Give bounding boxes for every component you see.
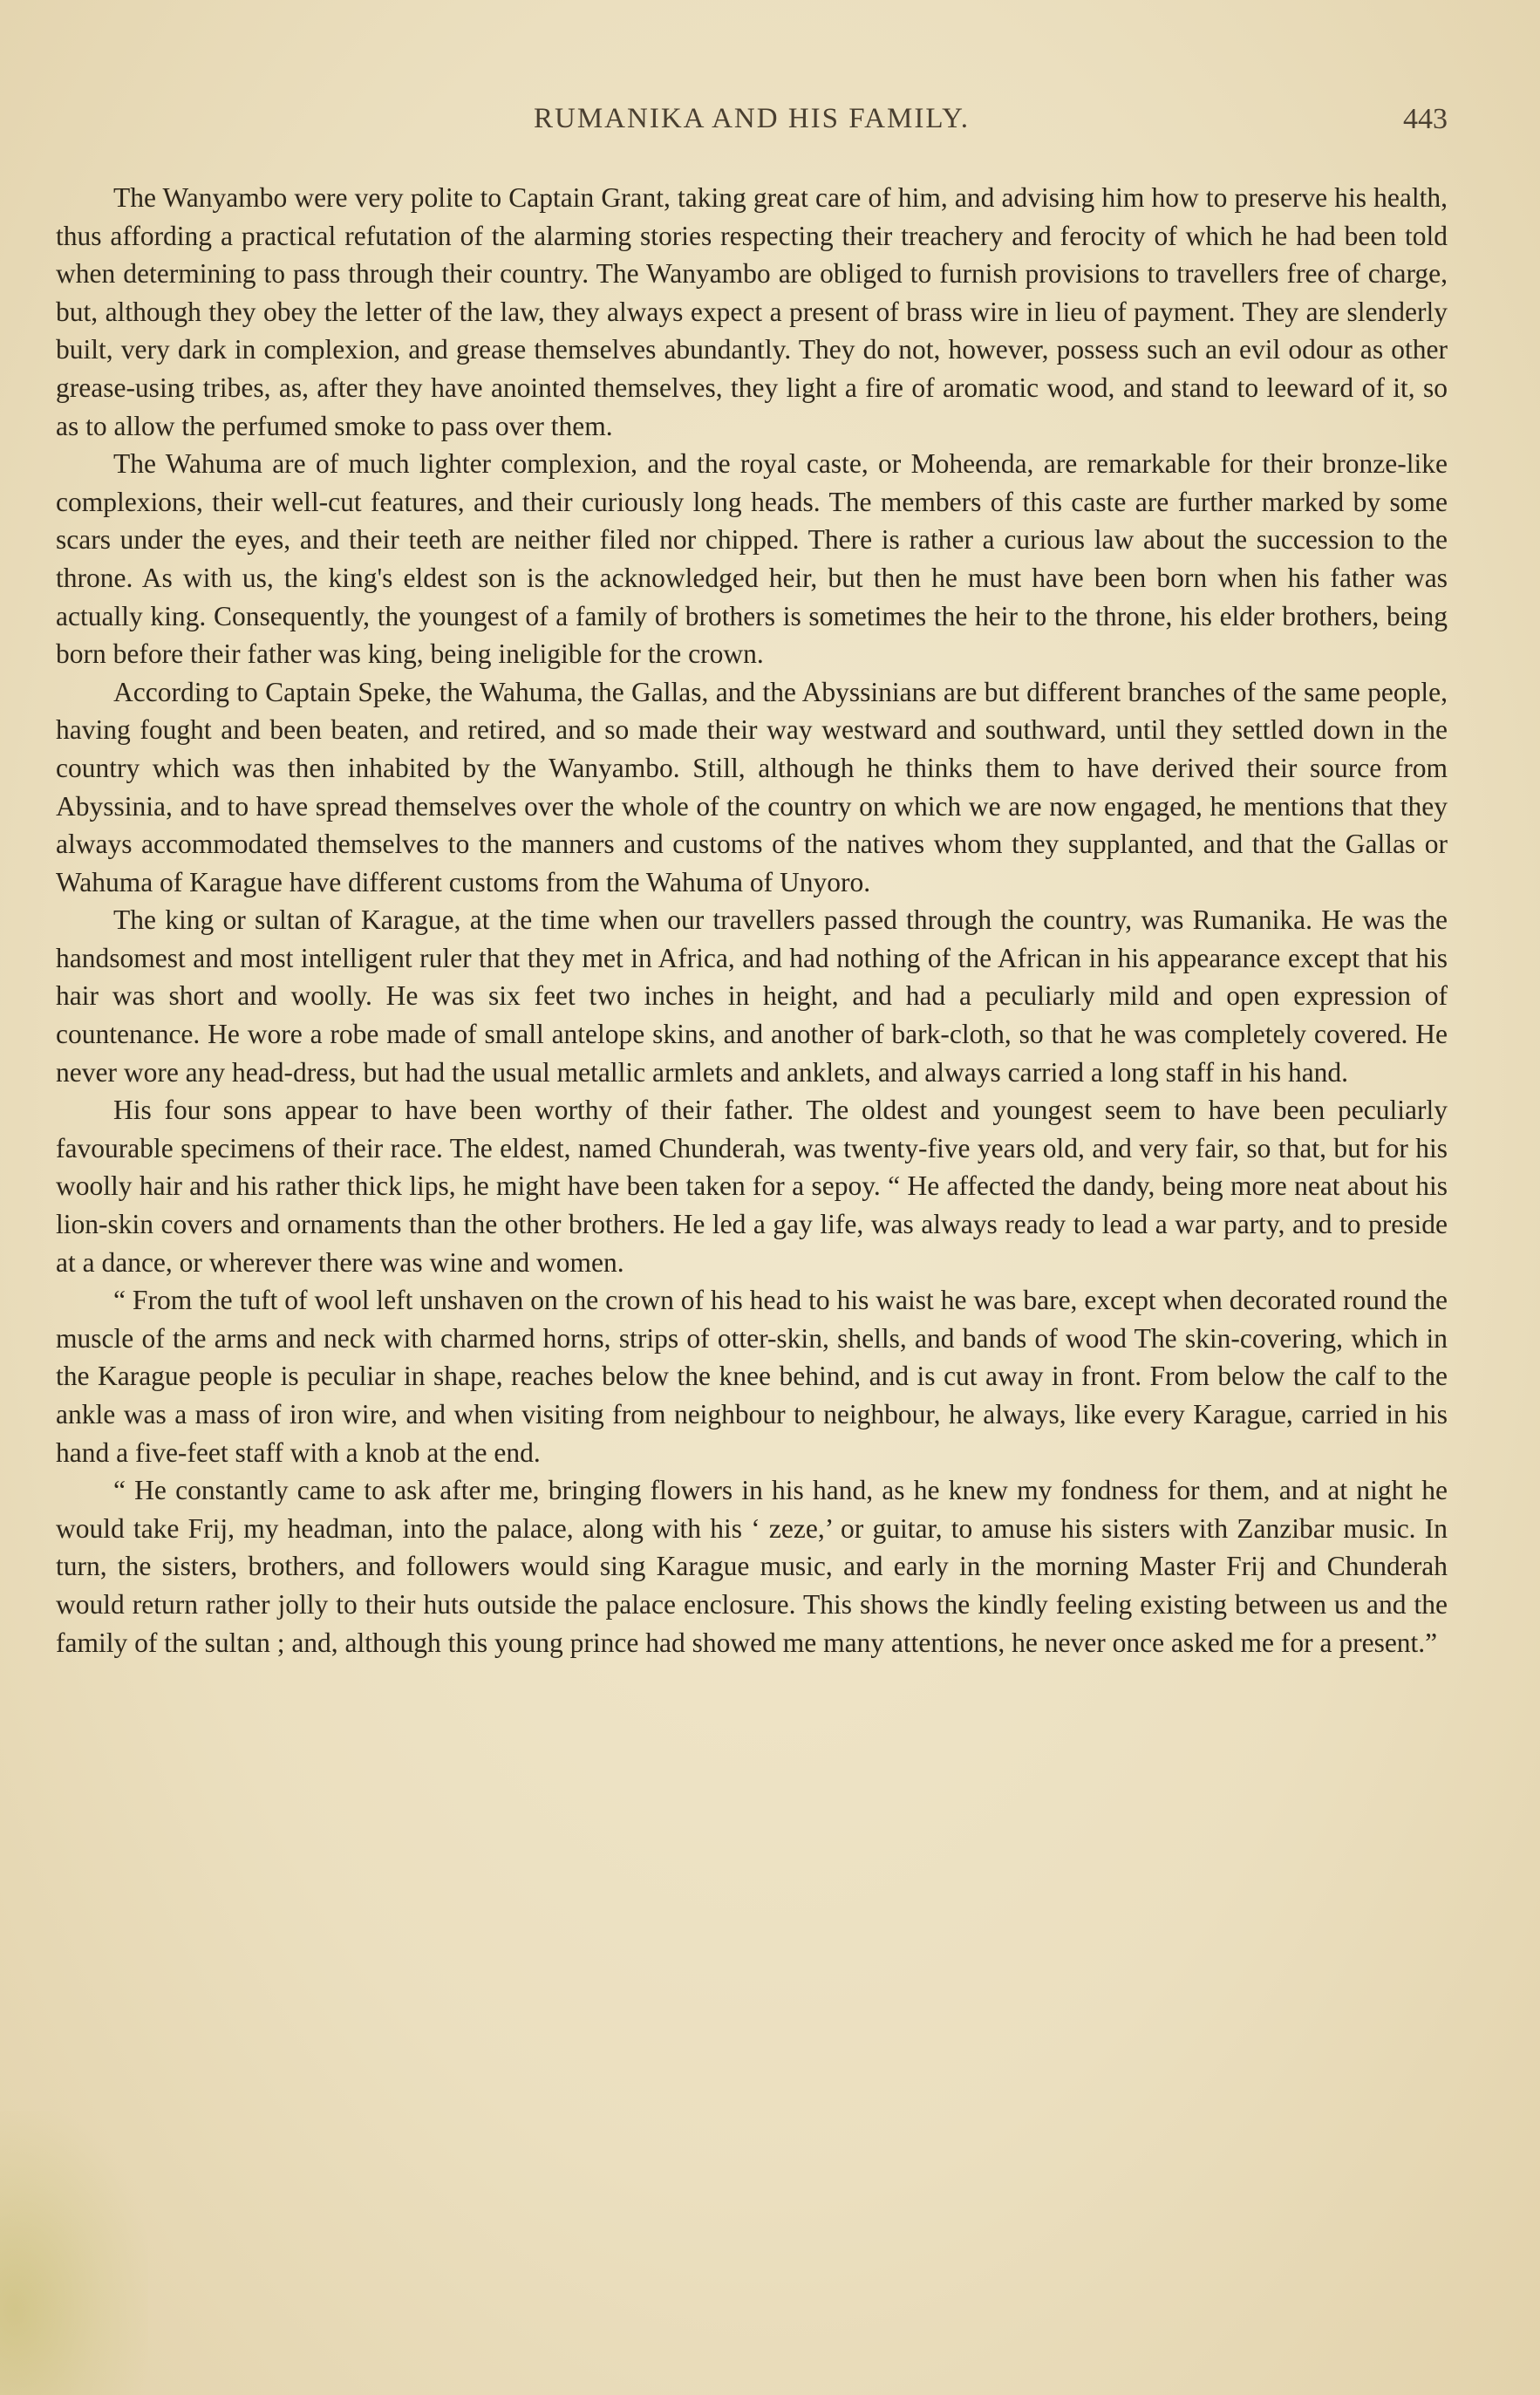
- paragraph: His four sons appear to have been worthy of their father. The oldest and youngest seem to have been peculiarly favourable specimens of their race. The eldest, named Chunderah, was twenty-five years old, and very fair, so that, but for his woolly hair and his rather thick lips, he might have been taken for a sepoy. “ He affected the dandy, being more neat about his lion-skin covers and ornaments than the other brothers. He led a gay life, was always ready to lead a war party, and to preside at a dance, or wherever there was wine and women.: [56, 1095, 1448, 1278]
- paragraph: “ From the tuft of wool left unshaven on the crown of his head to his waist he was bare, except when decorated round the muscle of the arms and neck with charmed horns, strips of otter-skin, shells, and bands of wood The skin-covering, which in the Karague people is peculiar in shape, reaches below the knee behind, and is cut away in front. From below the calf to the ankle was a mass of iron wire, and when visiting from neighbour to neighbour, he always, like every Karague, carried in his hand a five-feet staff with a knob at the end.: [56, 1285, 1448, 1468]
- paragraph: According to Captain Speke, the Wahuma, the Gallas, and the Abyssinians are but different branches of the same people, having fought and been beaten, and retired, and so made their way westward and southward, until they settled down in the country which was then inhabited by the Wanyambo. Still, although he thinks them to have derived their source from Abyssinia, and to have spread themselves over the whole of the country on which we are now engaged, he mentions that they always accommodated themselves to the manners and customs of the natives whom they supplanted, and that the Gallas or Wahuma of Karague have different customs from the Wahuma of Unyoro.: [56, 676, 1448, 897]
- running-title: RUMANIKA AND HIS FAMILY.: [533, 103, 971, 134]
- page-header: [56, 103, 1448, 147]
- paragraph: “ He constantly came to ask after me, bringing flowers in his hand, as he knew my fondness for them, and at night he would take Frij, my headman, into the palace, along with his ‘ zeze,’ or guitar, to amuse his sisters with Zanzibar music. In turn, the sisters, brothers, and followers would sing Karague music, and early in the morning Master Frij and Chunderah would return rather jolly to their huts outside the palace enclosure. This shows the kindly feeling existing between us and the family of the sultan ; and, although this young prince had showed me many attentions, he never once asked me for a present.”: [56, 1475, 1448, 1658]
- paragraph: The Wanyambo were very polite to Captain Grant, taking great care of him, and advising him how to preserve his health, thus affording a practical refutation of the alarming stories respecting their treachery and ferocity of which he had been told when determining to pass through their country. The Wanyambo are obliged to furnish provisions to travellers free of charge, but, although they obey the letter of the law, they always expect a present of brass wire in lieu of payment. They are slenderly built, very dark in complexion, and grease themselves abundantly. They do not, however, possess such an evil odour as other grease-using tribes, as, after they have anointed themselves, they light a fire of aromatic wood, and stand to leeward of it, so as to allow the perfumed smoke to pass over them.: [56, 182, 1448, 441]
- paragraph: The king or sultan of Karague, at the time when our travellers passed through the country, was Rumanika. He was the handsomest and most intelligent ruler that they met in Africa, and had nothing of the African in his appearance except that his hair was short and woolly. He was six feet two inches in height, and had a peculiarly mild and open expression of countenance. He wore a robe made of small antelope skins, and another of bark-cloth, so that he was completely covered. He never wore any head-dress, but had the usual metallic armlets and anklets, and always carried a long staff in his hand.: [56, 904, 1448, 1088]
- page-number: 443: [1403, 103, 1448, 135]
- page-stain: [0, 2111, 148, 2395]
- paragraph: The Wahuma are of much lighter complexion, and the royal caste, or Moheenda, are remarkable for their bronze-like complexions, their well-cut features, and their curiously long heads. The members of this caste are further marked by some scars under the eyes, and their teeth are neither filed nor chipped. There is rather a curious law about the succession to the throne. As with us, the king's eldest son is the acknowledged heir, but then he must have been born when his father was actually king. Consequently, the youngest of a family of brothers is sometimes the heir to the throne, his elder brothers, being born before their father was king, being ineligible for the crown.: [56, 448, 1448, 670]
- body-text: [56, 179, 1448, 1661]
